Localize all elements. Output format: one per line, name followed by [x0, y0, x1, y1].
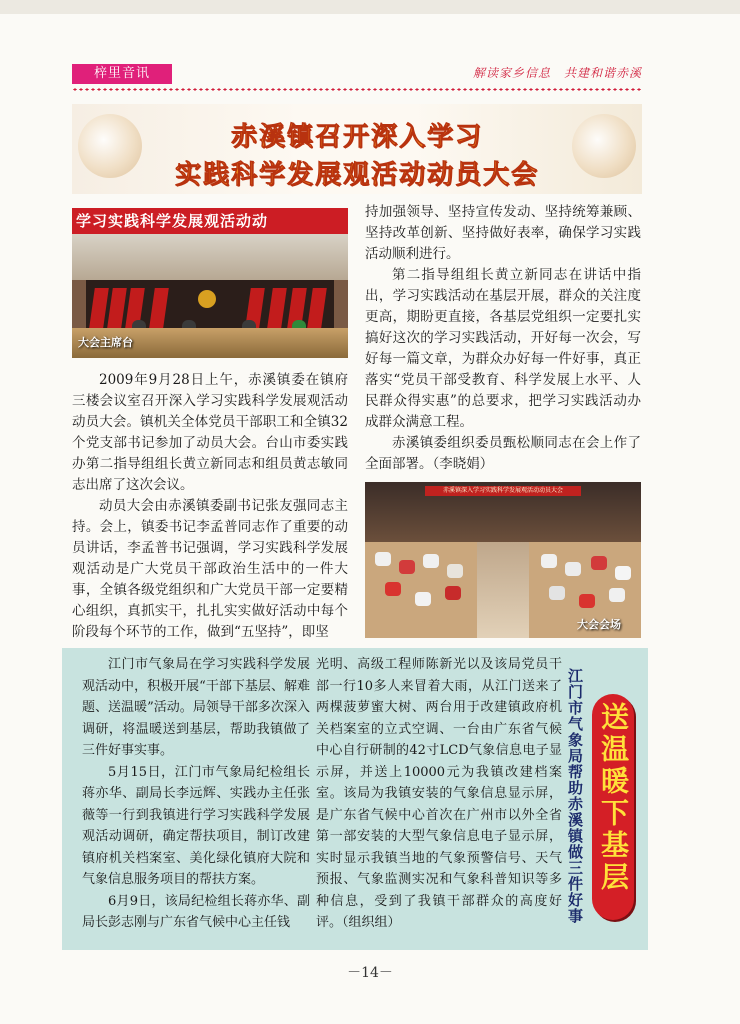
audience-member: [615, 566, 631, 580]
slogan: 解读家乡信息 共建和谐赤溪: [472, 66, 642, 80]
hall-banner-text: 赤溪镇深入学习实践科学发展观活动动员大会: [425, 486, 581, 496]
column-tag: 梓里音讯: [72, 64, 172, 84]
article2-box: [62, 648, 648, 950]
paragraph: 江门市气象局在学习实践科学发展观活动中，积极开展“干部下基层、解难题、送温暖”活动。局领导干部多次深入调研，将温暖送到基层，帮助我镇做了三件好事实事。: [82, 657, 310, 758]
paragraph: 动员大会由赤溪镇委副书记张友强同志主持。会上，镇委书记李孟普同志作了重要的动员讲话，李孟普书记强调，学习实践科学发展观活动是广大党员干部政治生活中的一件大事，全镇各级党组织和广大党员干部一定要精心组织，真抓实干，扎扎实实做好活动中每个阶段每个环节的工作，做到“五坚持”，即坚: [72, 498, 348, 640]
audience-member: [591, 556, 607, 570]
paragraph: 第二指导组组长黄立新同志在讲话中指出，学习实践活动在基层开展，群众的关注度更高，期盼更直接，各基层党组织一定要扎实搞好这次的学习实践活动，开好每一次会，写好每一篇文章，为群众办好每一件好事，真正落实“党员干部受教育、科学发展上水平、人民群众得实惠”的总要求，把学习实践活动办成群众满意工程。: [365, 267, 641, 430]
top-band: [0, 0, 740, 14]
audience-member: [445, 586, 461, 600]
photo-caption: 大会主席台: [78, 336, 133, 349]
paragraph: 持加强领导、坚持宣传发动、坚持统筹兼顾、坚持改革创新、坚持做好表率，确保学习实践活动顺利进行。: [365, 204, 641, 262]
article1-right-column: [365, 202, 641, 475]
paragraph: 5月15日，江门市气象局纪检组长蒋亦华、副局长李远辉、实践办主任张薇等一行到我镇进行学习实践科学发展观活动调研，确定帮扶项目，制订改建镇府机关档案室、美化绿化镇府大院和气象信息服务项目的帮扶方案。: [82, 764, 310, 887]
dotted-rule: [72, 88, 642, 91]
article2-left-column: [82, 654, 310, 934]
audience-member: [609, 588, 625, 602]
article2-subheadline: 江门市气象局帮助赤溪镇做三件好事: [566, 668, 584, 924]
photo-wall: [72, 234, 348, 280]
masthead: [72, 60, 642, 92]
audience-member: [541, 554, 557, 568]
audience-member: [399, 560, 415, 574]
paragraph: 赤溪镇委组织委员甄松顺同志在会上作了全面部署。（李晓娟）: [365, 435, 641, 472]
headline-pill: [592, 694, 634, 920]
photo-caption: 大会会场: [577, 618, 621, 631]
audience-member: [447, 564, 463, 578]
audience-member: [565, 562, 581, 576]
photo-meeting-hall: [365, 482, 641, 638]
article-title-line-1: 赤溪镇召开深入学习: [230, 122, 483, 152]
emblem-icon: [198, 290, 216, 308]
audience-member: [415, 592, 431, 606]
article-title-banner: [72, 104, 642, 194]
audience-member: [579, 594, 595, 608]
photo-rostrum: [72, 208, 348, 358]
article2-middle-column: [316, 654, 562, 934]
article-title-line-2: 实践科学发展观活动动员大会: [174, 160, 539, 190]
audience-member: [375, 552, 391, 566]
page-number: －14－: [347, 965, 393, 981]
audience-member: [549, 586, 565, 600]
paragraph: 光明、高级工程师陈新光以及该局党员干部一行10多人来冒着大雨，从江门送来了两棵菠萝蜜大树、两台用于改建镇政府机关档案室的立式空调、一台由广东省气候中心自行研制的42寸LCD气象信息电子显示屏，并送上10000元为我镇改建档案室。该局为我镇安装的气象信息显示屏，是广东省气候中心首次在广州市以外全省第一部安装的大型气象信息电子显示屏，实时显示我镇当地的气象预警信号、天气预报、气象监测实况和气象科普知识等多种信息，受到了我镇干部群众的高度好评。（组织组）: [316, 657, 562, 930]
hall-aisle: [477, 542, 529, 638]
audience-member: [385, 582, 401, 596]
paragraph: 2009年9月28日上午，赤溪镇委在镇府三楼会议室召开深入学习实践科学发展观活动动员大会。镇机关全体党员干部职工和全镇32个党支部书记参加了动员大会。台山市委实践办第二指导组组长黄立新同志和组员黄志敏同志出席了这次会议。: [72, 372, 348, 493]
audience-member: [423, 554, 439, 568]
photo-banner-text: 学习实践科学发展观活动动: [72, 208, 348, 234]
article2-headline: 送温暖下基层: [597, 702, 630, 894]
paragraph: 6月9日，该局纪检组长蒋亦华、副局长彭志刚与广东省气候中心主任钱: [82, 893, 310, 930]
article1-left-column: [72, 370, 348, 643]
